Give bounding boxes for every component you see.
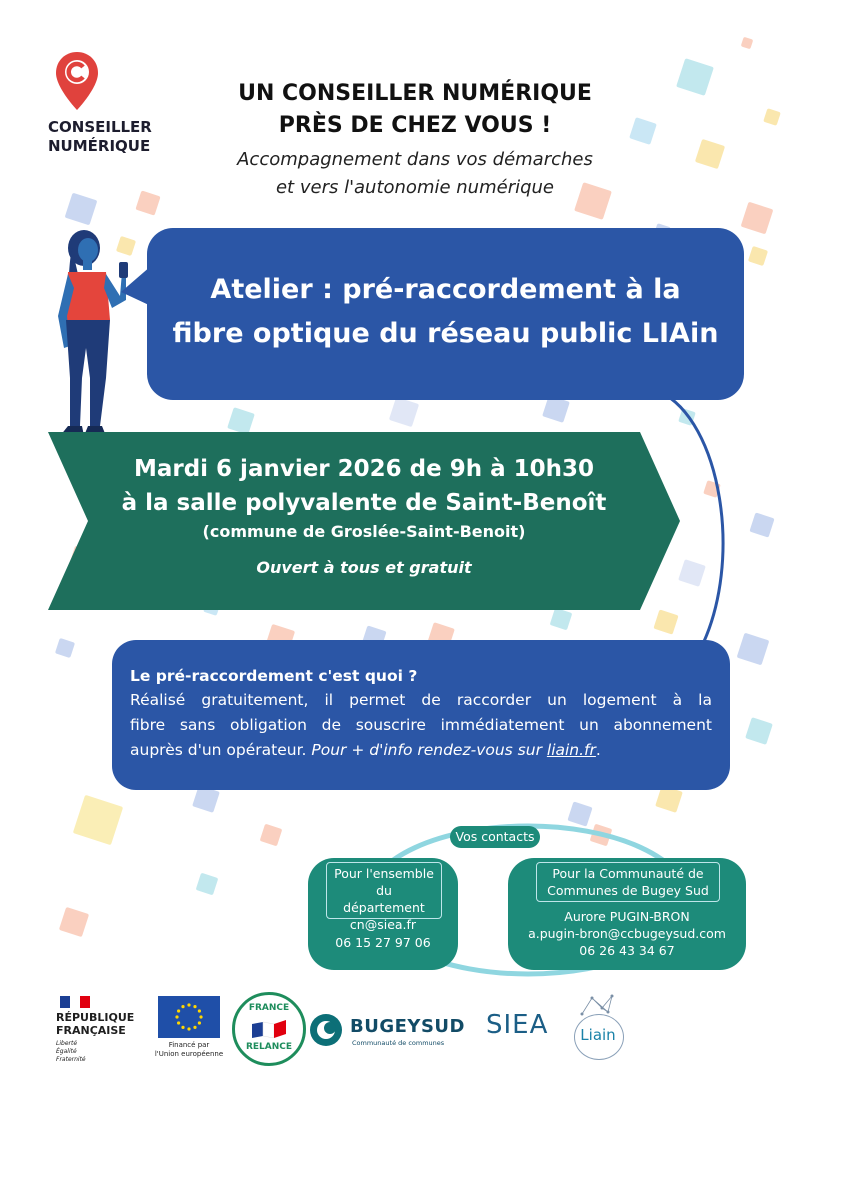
- contact-right-phone[interactable]: 06 26 43 34 67: [579, 943, 675, 958]
- contact-right-name: Aurore PUGIN-BRON: [564, 909, 690, 924]
- contact-right-card: [508, 858, 746, 970]
- logo-label-line1: CONSEILLER: [48, 118, 152, 136]
- workshop-bubble: [147, 228, 744, 400]
- person-illustration: [50, 228, 140, 440]
- partners-row: [56, 992, 796, 1072]
- info-body-line2: fibre sans obligation de souscrire immédiatement un abonnement: [130, 716, 712, 734]
- event-banner: [48, 432, 680, 610]
- event-place: à la salle polyvalente de Saint-Benoît: [121, 490, 607, 516]
- contact-right-email[interactable]: a.pugin-bron@ccbugeysud.com: [528, 926, 726, 941]
- info-body-line3-a: auprès d'un opérateur.: [130, 741, 307, 759]
- rf-motto2: Égalité: [56, 1048, 77, 1055]
- eu-logo: [148, 996, 230, 1059]
- siea-logo: [486, 1010, 566, 1050]
- eu-line1: Financé par: [168, 1041, 210, 1049]
- contact-left-card: [308, 858, 458, 970]
- flag-ribbon-icon: [252, 1020, 286, 1038]
- rf-line2: FRANÇAISE: [56, 1024, 126, 1037]
- rf-line1: RÉPUBLIQUE: [56, 1011, 135, 1024]
- info-heading: Le pré-raccordement c'est quoi ?: [130, 667, 418, 685]
- logo-label-line2: NUMÉRIQUE: [48, 137, 151, 155]
- rf-motto1: Liberté: [56, 1040, 78, 1047]
- main-title-line1: UN CONSEILLER NUMÉRIQUE: [238, 81, 592, 106]
- info-body-line1: Réalisé gratuitement, il permet de raccorder un logement à la: [130, 691, 712, 709]
- relance-top: FRANCE: [248, 1003, 290, 1013]
- info-link[interactable]: liain.fr: [546, 741, 596, 759]
- info-body-line3: [130, 738, 712, 763]
- bugeysud-logo: [308, 1012, 476, 1052]
- bugey-name: BUGEYSUD: [350, 1016, 465, 1037]
- subtitle-line2: et vers l'autonomie numérique: [275, 177, 555, 198]
- siea-name: SIEA: [486, 1010, 549, 1040]
- republique-francaise-logo: [56, 996, 146, 1064]
- contacts-section: [300, 818, 760, 978]
- bugeysud-swirl-icon: [308, 1012, 344, 1048]
- info-link-suffix: .: [595, 741, 601, 759]
- eu-line2: l'Union européenne: [154, 1050, 224, 1058]
- contacts-title: Vos contacts: [450, 826, 540, 848]
- event-date: Mardi 6 janvier 2026 de 9h à 10h30: [133, 456, 595, 482]
- contact-left-phone[interactable]: 06 15 27 97 06: [335, 935, 431, 950]
- rf-motto3: Fraternité: [56, 1056, 86, 1063]
- liain-logo: [568, 992, 632, 1064]
- main-title-line2: PRÈS DE CHEZ VOUS !: [278, 113, 552, 138]
- contact-left-heading-line1: Pour l'ensemble du: [334, 866, 434, 898]
- contact-right-heading-line2: Communes de Bugey Sud: [547, 883, 709, 898]
- liain-name: Liain: [580, 1026, 616, 1044]
- info-body-line3-b: Pour + d'info rendez-vous sur: [311, 741, 542, 759]
- subtitle-line1: Accompagnement dans vos démarches: [237, 149, 593, 170]
- contact-left-email[interactable]: cn@siea.fr: [349, 917, 417, 932]
- info-box: [112, 640, 730, 790]
- workshop-title-line1: Atelier : pré-raccordement à la: [210, 274, 681, 305]
- contact-right-heading-line1: Pour la Communauté de: [552, 866, 704, 881]
- contact-left-heading-line2: département: [343, 900, 425, 915]
- workshop-title-line2: fibre optique du réseau public LIAin: [172, 318, 719, 349]
- event-access: Ouvert à tous et gratuit: [256, 558, 472, 577]
- event-commune: (commune de Groslée-Saint-Benoit): [202, 522, 526, 541]
- france-relance-logo: [232, 992, 306, 1066]
- bugey-sub: Communauté de communes: [352, 1039, 445, 1047]
- relance-bottom: RELANCE: [245, 1042, 293, 1052]
- eu-flag-icon: [158, 996, 220, 1038]
- french-flag-icon: [60, 996, 90, 1008]
